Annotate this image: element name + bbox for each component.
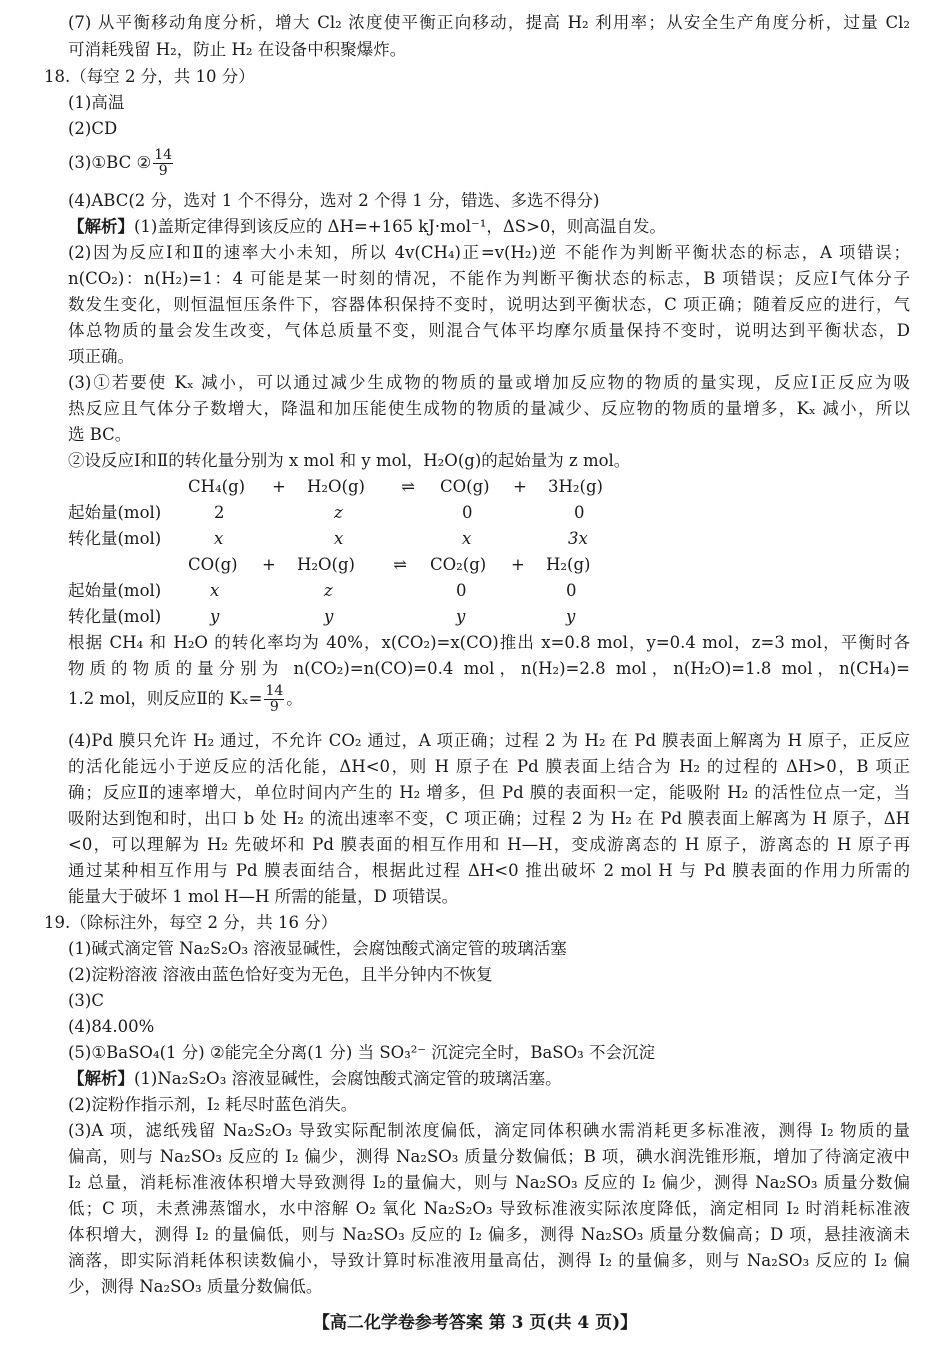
table-cell: 3x [568,529,588,548]
fraction-denominator: 9 [269,699,279,715]
analysis-text: (1)盖斯定律得到该反应的 ΔH=+165 kJ·mol⁻¹，ΔS>0，则高温自发。 [134,217,666,236]
equilibrium-arrow: ⇌ [401,477,415,496]
text-line: (2)因为反应Ⅰ和Ⅱ的速率大小未知，所以 4v(CH₄)正=v(H₂)逆 不能作为判断平衡状态的标志，A 项错误； [68,243,910,262]
analysis-text: (1)Na₂S₂O₃ 溶液显碱性，会腐蚀酸式滴定管的玻璃活塞。 [134,1069,562,1088]
table-cell: x [210,581,220,600]
text-line: 热反应且气体分子数增大，降温和加压能使生成物的物质的量减少、反应物的物质的量增多，Kₓ 减小，所以 [68,399,910,418]
text-line: (1)高温 [68,93,125,112]
equation-term: CO(g) [440,477,490,496]
table-cell: y [456,607,466,626]
table-cell: z [334,503,343,522]
equilibrium-arrow: ⇌ [393,555,407,574]
text-line: (3)C [68,991,104,1010]
fraction-numerator: 14 [154,147,173,163]
text-line: (5)①BaSO₄(1 分) ②能完全分离(1 分) 当 SO₃²⁻ 沉淀完全时，BaSO₃ 不会沉淀 [68,1043,655,1062]
table-cell: 0 [462,503,473,522]
text-line: 项正确。 [68,347,134,366]
table-cell: x [462,529,472,548]
table-cell: 0 [566,581,577,600]
text-line: (1)碱式滴定管 Na₂S₂O₃ 溶液显碱性，会腐蚀酸式滴定管的玻璃活塞 [68,939,567,958]
analysis-tag: 【解析】 [68,1069,134,1088]
equation-term: CH₄(g) [188,477,246,496]
fraction-numerator: 14 [265,683,284,699]
text-line: (7) 从平衡移动角度分析，增大 Cl₂ 浓度使平衡正向移动，提高 H₂ 利用率；从安全生产角度分析，过量 Cl₂ [68,13,910,32]
equation-plus: + [513,477,527,496]
table-cell: 2 [214,503,225,522]
equation-term: 3H₂(g) [548,477,603,496]
text-line: 通过某种相互作用与 Pd 膜表面结合，根据此过程 ΔH<0 推出破坏 2 mol H 与 Pd 膜表面的作用力所需的 [68,861,910,880]
text-line: 少，测得 Na₂SO₃ 质量分数偏低。 [68,1277,323,1296]
text-line: (4)84.00% [68,1017,155,1036]
answer-text: (3)①BC ② [68,153,152,172]
table-cell: 0 [456,581,467,600]
analysis-line [68,1066,910,1092]
text-line: 可消耗残留 H₂，防止 H₂ 在设备中积聚爆炸。 [68,40,407,59]
answer-text: 。 [286,689,303,708]
text-line: I₂ 总量，消耗标准液体积增大导致测得 I₂的量偏大，则与 Na₂SO₃ 反应的 I₂ 偏少，测得 Na₂SO₃ 质量分数偏 [68,1173,910,1192]
page-footer: 【高二化学卷参考答案 第 3 页(共 4 页)】 [312,1313,638,1333]
analysis-tag: 【解析】 [68,217,134,236]
row-label: 起始量(mol) [68,503,162,522]
row-label: 转化量(mol) [68,529,162,548]
row-label: 起始量(mol) [68,581,162,600]
table-cell: 0 [574,503,585,522]
answer-text: 1.2 mol，则反应Ⅱ的 Kₓ= [68,689,263,708]
text-line: 能量大于破坏 1 mol H—H 所需的能量，D 项错误。 [68,887,459,906]
text-line [68,684,910,715]
text-line: ②设反应Ⅰ和Ⅱ的转化量分别为 x mol 和 y mol，H₂O(g)的起始量为 z mol。 [68,451,631,470]
equation-term: CO(g) [188,555,238,574]
text-line: n(CO₂)：n(H₂)=1：4 可能是某一时刻的情况，不能作为判断平衡状态的标志，B 项错误；反应Ⅰ气体分子 [68,269,910,288]
text-line: (4)Pd 膜只允许 H₂ 通过，不允许 CO₂ 通过，A 项正确；过程 2 为 H₂ 在 Pd 膜表面上解离为 H 原子，正反应 [68,731,910,750]
fraction [153,148,173,179]
text-line: (3)A 项，滤纸残留 Na₂S₂O₃ 导致实际配制浓度偏低，滴定同体积碘水需消耗更多标准液，测得 I₂ 物质的量 [68,1121,910,1140]
text-line: 根据 CH₄ 和 H₂O 的转化率均为 40%，x(CO₂)=x(CO)推出 x=0.8 mol，y=0.4 mol，z=3 mol，平衡时各 [68,633,910,652]
text-line: (3)①若要使 Kₓ 减小，可以通过减少生成物的物质的量或增加反应物的物质的量实现，反应Ⅰ正反应为吸 [68,373,910,392]
table-cell: z [324,581,333,600]
table-cell: y [566,607,576,626]
text-line: 偏高，则与 Na₂SO₃ 反应的 I₂ 偏少，测得 Na₂SO₃ 质量分数偏低；B 项，碘水润洗锥形瓶，增加了待滴定液中 [68,1147,910,1166]
text-line: 物质的物质的量分别为 n(CO₂)=n(CO)=0.4 mol，n(H₂)=2.8 mol，n(H₂O)=1.8 mol，n(CH₄)= [68,659,910,678]
equation-plus: + [262,555,276,574]
equation-plus: + [272,477,286,496]
text-line: (2)淀粉溶液 溶液由蓝色恰好变为无色，且半分钟内不恢复 [68,965,493,984]
table-cell: y [324,607,334,626]
fraction-denominator: 9 [158,163,168,179]
text-line: <0，可以理解为 H₂ 先破坏和 Pd 膜表面的相互作用和 H—H，变成游离态的 H 原子，游离态的 H 原子再 [68,835,910,854]
row-label: 转化量(mol) [68,607,162,626]
table-cell: x [334,529,344,548]
question-19-heading: 19.（除标注外，每空 2 分，共 16 分） [44,913,338,932]
text-line [68,148,910,179]
equation-term: CO₂(g) [430,555,487,574]
text-line: (2)淀粉作指示剂，I₂ 耗尽时蓝色消失。 [68,1095,358,1114]
text-line: 低；C 项，未煮沸蒸馏水，水中溶解 O₂ 氧化 Na₂S₂O₃ 导致标准液实际浓度降低，滴定相同 I₂ 时消耗标准液 [68,1199,910,1218]
equation-term: H₂O(g) [297,555,355,574]
question-18-heading: 18.（每空 2 分，共 10 分） [44,67,255,86]
text-line: (2)CD [68,119,118,138]
text-line: 数发生变化，则恒温恒压条件下，容器体积保持不变时，说明达到平衡状态，C 项正确；随着反应的进行，气 [68,295,910,314]
text-line: 吸附达到饱和时，出口 b 处 H₂ 的流出速率不变，C 项正确；过程 2 为 H₂ 在 Pd 膜表面上解离为 H 原子，ΔH [68,809,910,828]
text-line: 选 BC。 [68,425,132,444]
equation-plus: + [511,555,525,574]
text-line: 体总物质的量会发生改变，气体总质量不变，则混合气体平均摩尔质量保持不变时，说明达到平衡状态，D [68,321,910,340]
table-cell: y [210,607,220,626]
table-cell: x [214,529,224,548]
text-line: 确；反应Ⅱ的速率增大，单位时间内产生的 H₂ 增多，但 Pd 膜的表面积一定，能吸附 H₂ 的活性位点一定，当 [68,783,910,802]
equation-term: H₂(g) [546,555,591,574]
analysis-line [68,214,910,240]
text-line: (4)ABC(2 分，选对 1 个不得分，选对 2 个得 1 分，错选、多选不得分) [68,191,600,210]
text-line: 体积增大，测得 I₂ 的量偏低，则与 Na₂SO₃ 反应的 I₂ 偏多，测得 Na₂SO₃ 质量分数偏高；D 项，悬挂液滴未 [68,1225,910,1244]
fraction [264,684,284,715]
text-line: 的活化能远小于逆反应的活化能，ΔH<0，则 H 原子在 Pd 膜表面上结合为 H₂ 的过程的 ΔH>0，B 项正 [68,757,910,776]
text-line: 滴落，即实际消耗体积读数偏小，导致计算时标准液用量高估，测得 I₂ 的量偏多，则与 Na₂SO₃ 反应的 I₂ 偏 [68,1251,910,1270]
equation-term: H₂O(g) [307,477,365,496]
